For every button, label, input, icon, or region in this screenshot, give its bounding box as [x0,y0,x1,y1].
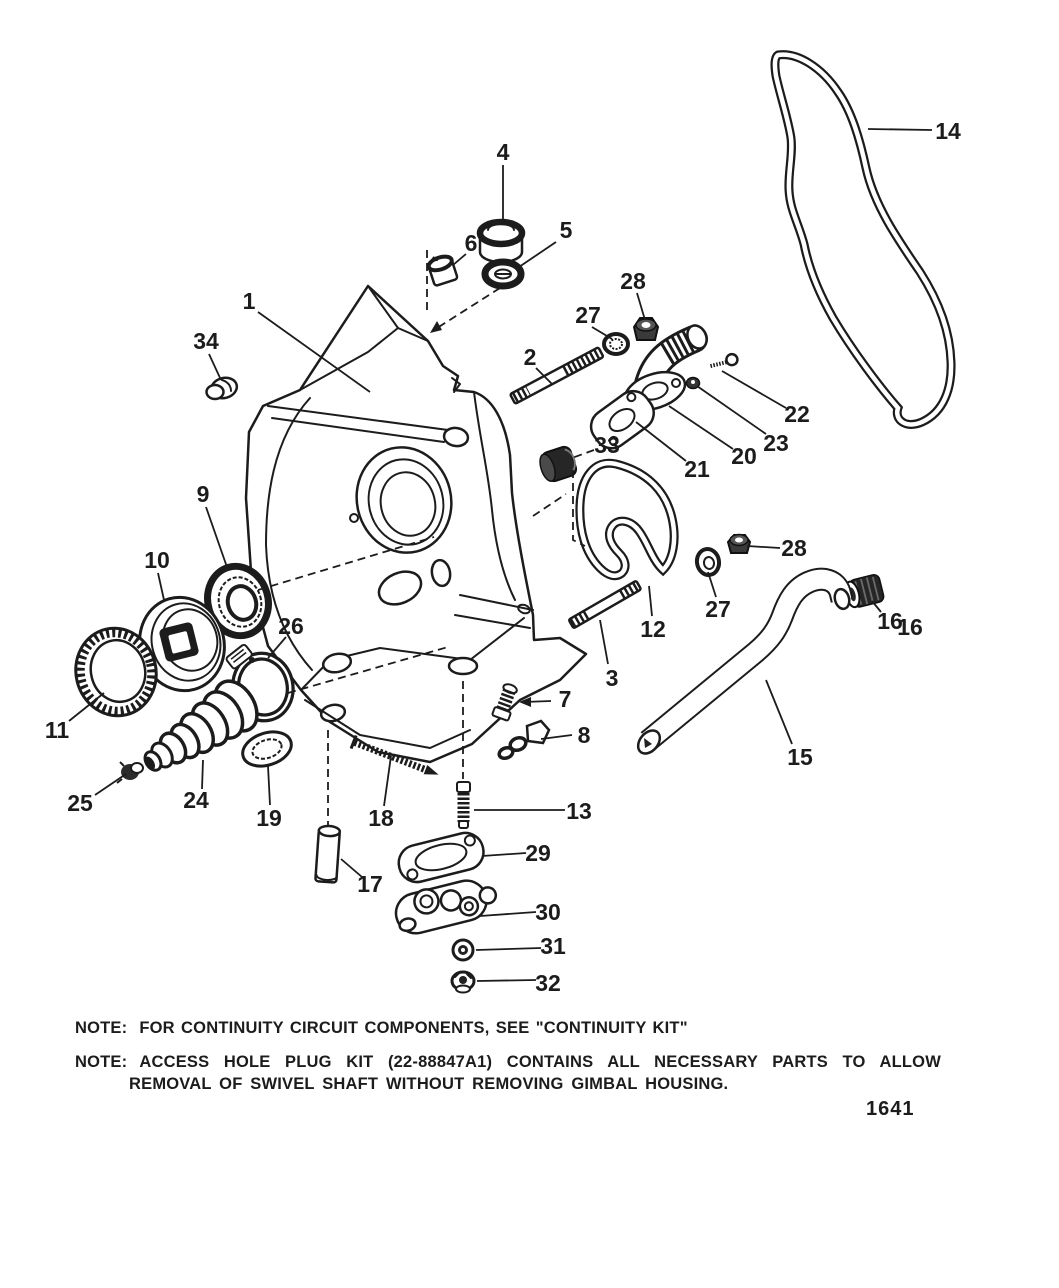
callout-26: 26 [278,613,304,639]
leader-line-27 [592,327,612,339]
part-22-screw [710,351,738,371]
callout-14: 14 [935,118,961,144]
part-28-nut-upper [634,318,658,340]
part-6-bushing [426,251,458,286]
leader-line-18 [384,756,391,806]
part-32-nut [452,972,474,993]
part-31-washer [453,940,473,960]
callout-17: 17 [357,871,383,897]
part-19-ring [238,726,295,772]
page-number: 1641 [866,1098,915,1120]
callout-22: 22 [784,401,810,427]
leader-line-10 [158,573,164,600]
part-17-pin [315,825,340,882]
callout-30: 30 [535,899,561,925]
leader-line-12 [649,586,652,616]
note-1-label: NOTE: [75,1019,128,1037]
part-33-plug [537,445,579,484]
callout-1: 1 [242,288,256,314]
notes-block [75,1018,941,1095]
assembly-axis-7 [533,494,566,516]
part-12-seal [580,463,674,576]
callout-16-b: 16 [897,614,923,640]
note-2 [75,1052,941,1073]
callout-16: 16 [877,608,903,634]
callout-33: 33 [594,432,620,458]
callout-24: 24 [183,787,209,813]
callout-15: 15 [787,744,813,770]
leader-line-32 [477,980,536,981]
part-14-gasket [775,55,951,425]
callout-9: 9 [196,481,210,507]
callout-3: 3 [605,665,619,691]
leader-line-19 [268,766,270,805]
leader-line-20 [669,406,733,449]
part-13-pin [457,782,470,828]
callout-4: 4 [496,139,510,165]
leader-line-24 [202,760,203,789]
leader-line-14 [868,129,932,130]
callout-6: 6 [464,230,478,256]
callout-34: 34 [193,328,219,354]
callout-2: 2 [523,344,537,370]
leader-line-28 [637,293,645,320]
callout-18: 18 [368,805,394,831]
leader-line-15 [766,680,792,744]
note-1-text: FOR CONTINUITY CIRCUIT COMPONENTS, SEE "CONTINUITY KIT" [139,1019,688,1037]
callout-19: 19 [256,805,282,831]
leader-line-9 [206,507,228,570]
part-5-seal [485,262,521,286]
leader-line-5 [519,242,556,267]
callout-31: 31 [540,933,566,959]
part-8-clip [498,721,549,760]
part-3-stud [569,581,642,629]
leader-line-22 [722,371,786,408]
callout-28-b: 28 [781,535,807,561]
callout-12: 12 [640,616,666,642]
callout-29: 29 [525,840,551,866]
leader-line-7 [524,701,551,702]
part-15-hose [634,579,852,758]
leader-line-34 [209,354,221,380]
note-2-continuation: REMOVAL OF SWIVEL SHAFT WITHOUT REMOVING GIMBAL HOUSING. [129,1075,729,1094]
part-29-gasket [395,829,487,886]
part-34-plug [207,375,240,401]
leader-line-31 [476,948,541,950]
part-4-bushing [480,222,522,262]
callout-20: 20 [731,443,757,469]
assembly-axis-6 [434,288,500,330]
callout-8: 8 [577,722,591,748]
diagram-artwork [67,55,952,993]
leader-line-29 [482,853,526,856]
note-2-text: ACCESS HOLE PLUG KIT (22-88847A1) CONTAINS ALL NECESSARY PARTS TO ALLOW [139,1052,941,1071]
leader-line-28-b [747,546,780,548]
callout-5: 5 [559,217,573,243]
leader-line-25 [95,774,126,795]
callout-7: 7 [558,686,572,712]
callout-27: 27 [575,302,601,328]
callout-32: 32 [535,970,561,996]
part-25-clamp [117,762,143,783]
leader-line-23 [697,386,766,434]
leader-line-33 [572,450,594,458]
part-30-cover [392,873,501,937]
callout-11: 11 [44,717,70,743]
callout-25: 25 [67,790,93,816]
callout-21: 21 [684,456,710,482]
callout-23: 23 [763,430,789,456]
leader-line-30 [480,912,536,916]
callout-10: 10 [144,547,170,573]
note-1 [75,1018,941,1039]
part-28-nut-right [728,535,750,554]
callout-28: 28 [620,268,646,294]
note-2-label: NOTE: [75,1052,128,1071]
callout-27-b: 27 [705,596,731,622]
callout-13: 13 [566,798,592,824]
leader-line-21 [636,422,686,461]
leader-line-3 [600,620,608,664]
